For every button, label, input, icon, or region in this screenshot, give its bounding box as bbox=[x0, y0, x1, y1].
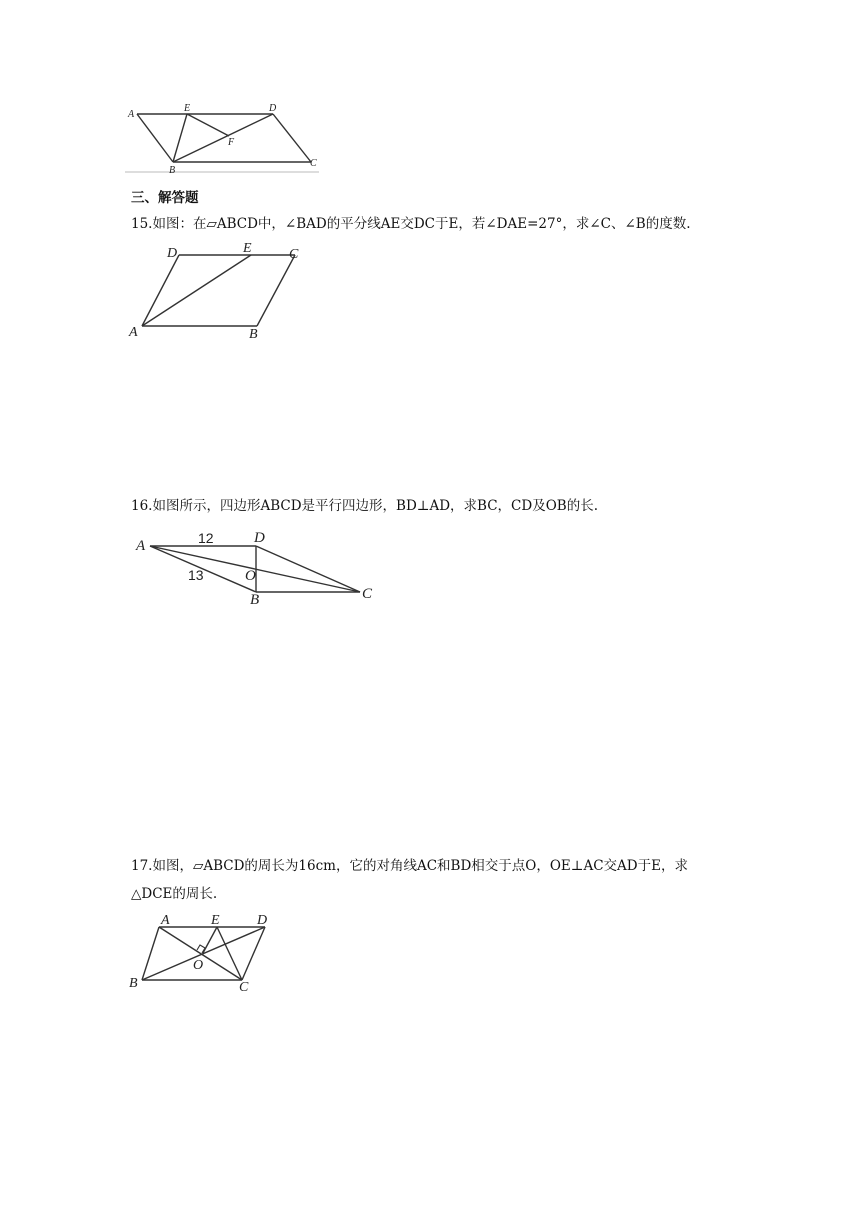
figure-q17-parallelogram bbox=[127, 910, 277, 995]
question-16-text: 16.如图所示，四边形ABCD是平行四边形，BD⊥AD，求BC，CD及OB的长. bbox=[131, 498, 598, 514]
label-a: A bbox=[128, 109, 135, 120]
label-a: A bbox=[161, 913, 170, 928]
question-17-text-line1: 17.如图，▱ABCD的周长为16cm，它的对角线AC和BD相交于点O，OE⊥AC交AD于E，求 bbox=[131, 858, 688, 874]
label-b: B bbox=[129, 976, 138, 991]
label-c: C bbox=[289, 247, 299, 262]
label-c: C bbox=[239, 980, 249, 995]
label-c: C bbox=[362, 586, 373, 602]
question-15-text: 15.如图：在▱ABCD中，∠BAD的平分线AE交DC于E，若∠DAE=27°，求∠C、∠B的度数. bbox=[131, 216, 691, 232]
label-b: B bbox=[169, 165, 176, 176]
figure-q16-parallelogram bbox=[132, 528, 382, 608]
label-e: E bbox=[184, 103, 191, 114]
label-b: B bbox=[250, 592, 260, 608]
label-e: E bbox=[243, 241, 252, 256]
label-e: E bbox=[211, 913, 220, 928]
label-f: F bbox=[228, 137, 235, 148]
question-17-text-line2: △DCE的周长. bbox=[131, 886, 218, 902]
label-d: D bbox=[269, 103, 277, 114]
section-title: 三、解答题 bbox=[131, 190, 199, 206]
label-a: A bbox=[136, 538, 146, 554]
label-a: A bbox=[129, 325, 138, 340]
label-d: D bbox=[254, 530, 265, 546]
length-ad: 12 bbox=[198, 530, 214, 546]
label-o: O bbox=[193, 958, 204, 973]
label-d: D bbox=[167, 246, 178, 261]
figure-top-parallelogram bbox=[125, 100, 325, 175]
label-b: B bbox=[249, 327, 258, 342]
label-o: O bbox=[245, 568, 256, 584]
figure-q15-parallelogram bbox=[127, 240, 307, 340]
label-d: D bbox=[257, 913, 268, 928]
length-ab: 13 bbox=[188, 567, 204, 583]
label-c: C bbox=[310, 158, 317, 169]
